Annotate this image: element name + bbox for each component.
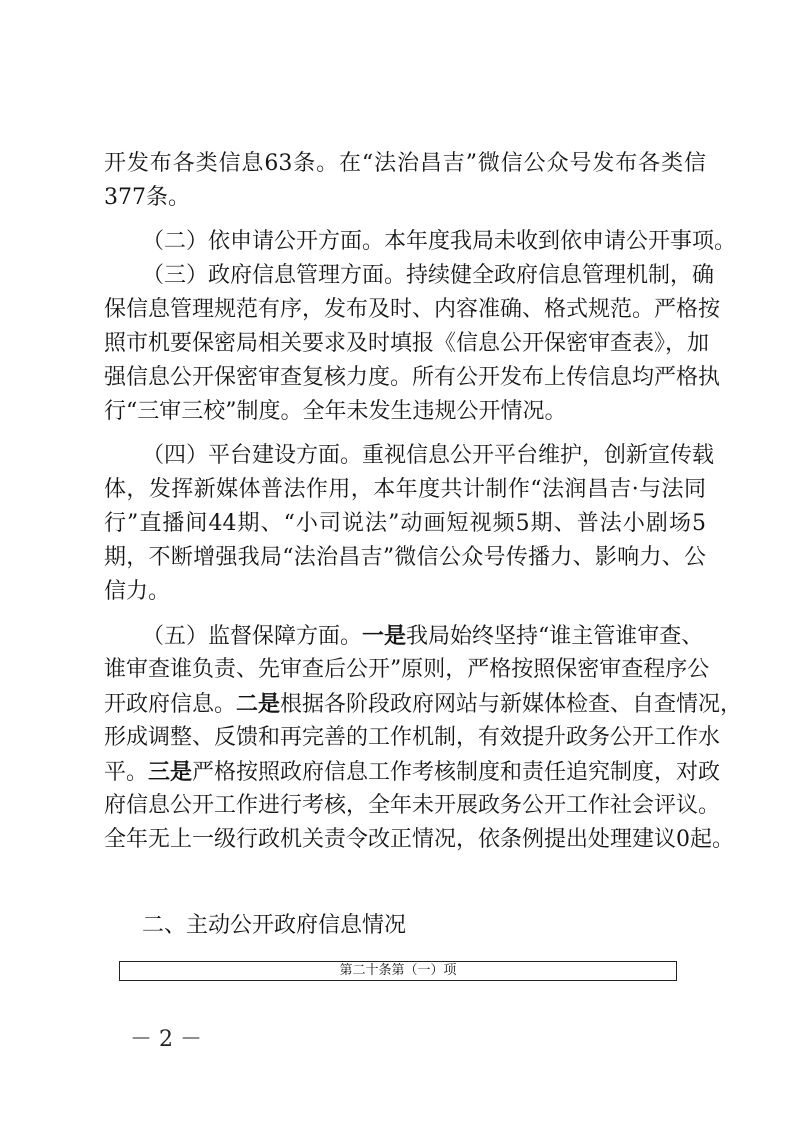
paragraph-line: 府信息公开工作进行考核，全年未开展政务公开工作社会评议。 [104, 793, 721, 818]
paragraph-line: 强信息公开保密审查复核力度。所有公开发布上传信息均严格执 [104, 365, 721, 390]
paragraph-line: 全年无上一级行政机关责令改正情况，依条例提出处理建议0起。 [104, 827, 734, 852]
emphasis-first: 一是 [362, 623, 407, 649]
paragraph-line: 信力。 [104, 579, 171, 604]
paragraph-text: 严格按照政府信息工作考核制度和责任追究制度，对政 [192, 760, 721, 785]
paragraph-line: 体，发挥新媒体普法作用，本年度共计制作“法润昌吉·与法同 [104, 477, 706, 502]
emphasis-third: 三是 [148, 759, 193, 785]
paragraph-line: 期，不断增强我局“法治昌吉”微信公众号传播力、影响力、公 [104, 545, 706, 570]
paragraph-line: （三）政府信息管理方面。持续健全政府信息管理机制，确 [142, 263, 715, 288]
paragraph-line [142, 622, 706, 651]
paragraph-line: （四）平台建设方面。重视信息公开平台维护，创新宣传载 [142, 443, 715, 468]
paragraph-line: 开发布各类信息63条。在“法治昌吉”微信公众号发布各类信 [104, 151, 706, 176]
section-heading: 二、主动公开政府信息情况 [142, 913, 407, 938]
table-header-cell: 第二十条第（一）项 [119, 961, 677, 981]
paragraph-line [104, 758, 721, 787]
paragraph-line: 377条。 [104, 185, 190, 210]
paragraph-line: （二）依申请公开方面。本年度我局未收到依申请公开事项。 [142, 229, 737, 254]
page-number: － 2 － [130, 1027, 202, 1052]
paragraph-line: 形成调整、反馈和再完善的工作机制，有效提升政务公开工作水 [104, 725, 721, 750]
paragraph-heading: （五）监督保障方面。 [142, 624, 363, 649]
paragraph-line: 谁审查谁负责、先审查后公开”原则，严格按照保密审查程序公 [104, 657, 710, 682]
paragraph-text: 开政府信息。 [104, 692, 237, 717]
emphasis-second: 二是 [236, 691, 281, 717]
paragraph-line [104, 690, 743, 719]
paragraph-text: 我局始终坚持“谁主管谁审查、 [406, 624, 704, 649]
paragraph-line: 行“三审三校”制度。全年未发生违规公开情况。 [104, 399, 567, 424]
paragraph-text: 根据各阶段政府网站与新媒体检查、自查情况， [280, 692, 743, 717]
paragraph-line: 保信息管理规范有序，发布及时、内容准确、格式规范。严格按 [104, 297, 721, 322]
paragraph-line: 行”直播间44期、“小司说法”动画短视频5期、普法小剧场5 [104, 511, 706, 536]
paragraph-text: 平。 [104, 760, 149, 785]
paragraph-line: 照市机要保密局相关要求及时填报《信息公开保密审查表》，加 [104, 331, 710, 356]
